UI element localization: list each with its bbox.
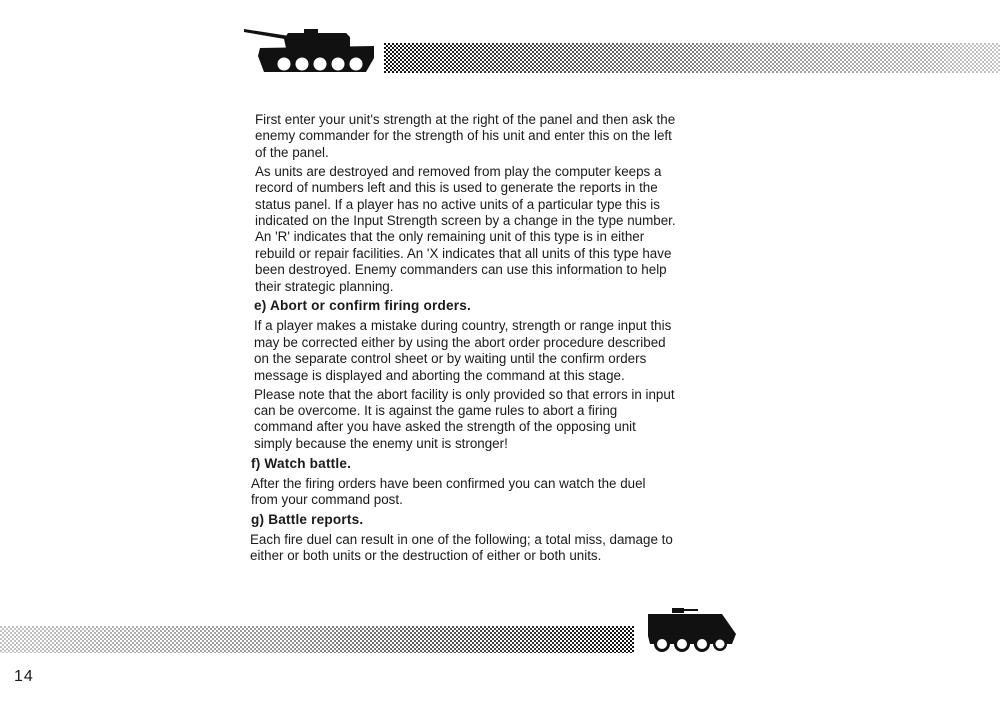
dither-band-bottom	[0, 626, 634, 653]
tank-icon	[242, 24, 376, 74]
intro-paragraph-2: As units are destroyed and removed from play the computer keeps a record of numbers left and this is used to generate the reports in the status panel. If a player has no active units of a particular type this is indicated on the Input Strength screen by a change in the type number. An 'R' indicates that the only remaining unit of this type is in either rebuild or repair facilities. An 'X indicates that all units of this type have been destroyed. Enemy commanders can use this information to help their strategic planning.	[255, 163, 676, 294]
section-g-paragraph-1: Each fire duel can result in one of the following; a total miss, damage to either or both units or the destruction of either or both units.	[250, 532, 673, 564]
intro-paragraph-1: First enter your unit's strength at the right of the panel and then ask the enemy commander for the strength of his unit and enter this on the left of the panel.	[255, 112, 676, 160]
section-heading-g: g) Battle reports.	[251, 512, 364, 528]
dither-band-top	[384, 43, 1000, 73]
section-f-paragraph-1: After the firing orders have been confirmed you can watch the duel from your command post.	[251, 475, 646, 508]
section-e-paragraph-2: Please note that the abort facility is only provided so that errors in input can be overcome. It is against the game rules to abort a firing command after you have asked the strength of the opposing unit simply because the enemy unit is stronger!	[254, 386, 675, 451]
page-body	[250, 112, 712, 567]
section-heading-e: e) Abort or confirm firing orders.	[254, 298, 472, 314]
page-number: 14	[14, 668, 34, 685]
section-e-paragraph-1: If a player makes a mistake during country, strength or range input this may be corrected either by using the abort order procedure described on the separate control sheet or by waiting until the confirm orders message is displayed and aborting the command at this stage.	[254, 318, 672, 383]
section-heading-f: f) Watch battle.	[251, 455, 352, 471]
armored-personnel-carrier-icon	[646, 606, 738, 654]
